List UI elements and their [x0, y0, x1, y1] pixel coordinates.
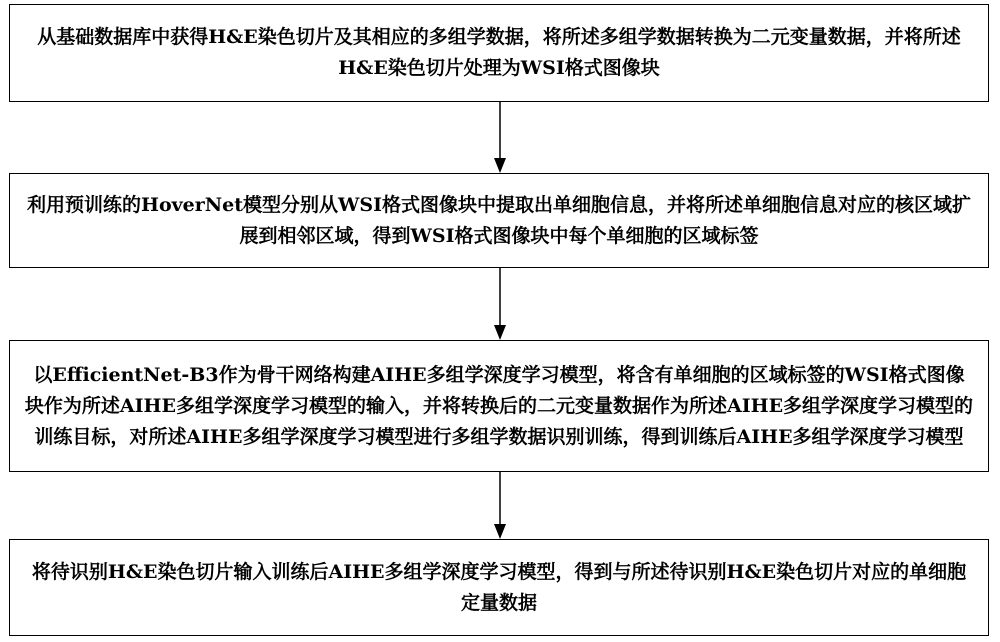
arrow-2-to-3 [494, 268, 506, 340]
step-4-text: 将待识别H&E染色切片输入训练后AIHE多组学深度学习模型，得到与所述待识别H&E染色切片对应的单细胞定量数据 [31, 560, 967, 614]
arrow-3-to-4 [494, 472, 506, 539]
step-2-text: 利用预训练的HoverNet模型分别从WSI格式图像块中提取出单细胞信息，并将所述单细胞信息对应的核区域扩展到相邻区域，得到WSI格式图像块中每个单细胞的区域标签 [27, 193, 971, 247]
step-1-text: 从基础数据库中获得H&E染色切片及其相应的多组学数据，将所述多组学数据转换为二元变量数据，并将所述H&E染色切片处理为WSI格式图像块 [37, 26, 961, 79]
step-3-text: 以EfficientNet-B3作为骨干网络构建AIHE多组学深度学习模型，将含有单细胞的区域标签的WSI格式图像块作为所述AIHE多组学深度学习模型的输入，并将转换后的二元变量数据作为所述AIHE多组学深度学习模型的训练目标，对所述AIHE多组学深度学习模型进行多组学数据识别训练，得到训练后AIHE多组学深度学习模型 [24, 363, 974, 448]
arrow-1-to-2 [494, 102, 506, 173]
